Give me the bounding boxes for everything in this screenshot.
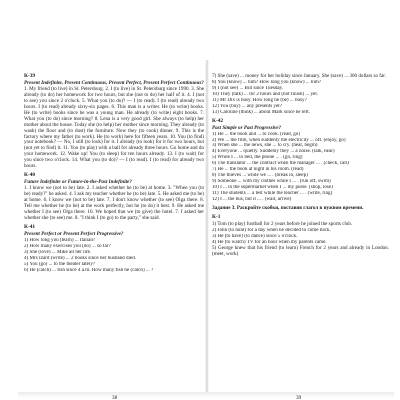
exercise-line: 2) How many exercises you (do) ... so far?	[24, 243, 111, 249]
exercise-text-k39: 1. My friend (to live) in St. Petersburg. 2. I (to live) in St. Petersburg since 1990. 3. She already (to do) her homework for two hours, but she (not to do) her half of it. 4. I (not to see) you since 2 o'clock. 5. What you (to do)? — I (to read). I (to read) already two hours. I (to read) already sixty-six pages. 6. This man is a writer. He (to write) books. He (to write) books since he was a young man. He already (to write) eight books. 7. What you (to do) since morning? 8. Lena is a very good girl. She always (to help) her mother about the house. Today she (to help) her mother since morning. They already (to wash) the floor and (to dust) the furniture. Now they (to cook) dinner. 9. This is the factory where my father (to work). He (to work) here for fifteen years. 10. You (to find) your notebook? — No, I still (to look) for it. I already (to look) for it for two hours, but (not yet to find) it. 11. You (to play) with a ball for already three hours. Go home and do your homework. 12. Wake up! You (to sleep) for ten hours already. 13. I (to wait) for you since two o'clock. 14. What you (to do)? — I (to read). I (to read) for already two hours.	[24, 85, 204, 170]
page-number-right: 39	[296, 395, 302, 400]
exercise-subtitle-k39: Present Indefinite, Present Continuous, Present Perfect, Present Perfect Continuous?	[24, 79, 204, 86]
exercise-line: 6) The translator ... the contract when the manager ... . (check, call)	[212, 161, 349, 167]
exercise-line: 8) You (know) ... him? How long you (know) ... him?	[212, 79, 322, 85]
exercise-title-k41: К-41	[24, 223, 36, 230]
exercise-line: 3) She (love) ... Mike all her life.	[24, 249, 92, 255]
exercise-line: 1) Tom (to play) football for 2 years before he joined the sports club.	[212, 220, 353, 227]
exercise-line: 12) You (buy) ... any presents yet?	[212, 103, 282, 109]
exercise-line: 3) He (to have) (to dance) since 5 o'clock.	[212, 233, 298, 239]
page-shadow	[18, 392, 394, 398]
exercise-title-k1: К-1	[212, 213, 221, 220]
book-gutter	[205, 60, 209, 395]
exercise-line: 9) I (not see) ... Bill since Tuesday.	[212, 85, 284, 91]
task-instruction: Раскройте скобки, поставив глагол в нужном времени.	[236, 205, 364, 212]
exercise-line: 10) They (talk) ... for 2 hours and (not finish) ... yet.	[212, 91, 319, 97]
exercise-line: 7) She (save) ... money for her holiday since January. She (save) ... 300 dollars so far.	[212, 73, 386, 79]
exercise-line: 3) When she ... the news, she ... to cry. (hear, begin)	[212, 143, 318, 149]
exercise-line: 11) The students ... a test while the teacher ... . (write, ring)	[212, 191, 333, 197]
exercise-title-k40: К-40	[24, 172, 36, 179]
task-heading	[212, 206, 389, 212]
exercise-line: 5) You (go) ... to the theater lately?	[24, 261, 96, 267]
exercise-line: 7) He ... the book at night in his room. (read)	[212, 167, 304, 173]
exercise-line: 5) George knew that his friend (to learn) French for 2 years and already in London. (meet, work)	[212, 244, 389, 257]
exercise-line: 4) Mrs Izard (write) ... 2 books since her husband died.	[24, 255, 137, 261]
exercise-line: 9) Someone ... with my clothes while I ... . (run off, swim)	[212, 179, 331, 185]
exercise-line: 11) Mr Dix is busy. How long he (be) ... busy?	[212, 97, 307, 103]
exercise-line: 6) He (catch) ... fish since 4 a.m. How many fish he (catch) ... ?	[24, 267, 154, 273]
exercise-title-k42: К-42	[212, 117, 224, 124]
page-number-left: 38	[112, 395, 118, 400]
task-label: Задание 3.	[212, 205, 236, 212]
exercise-subtitle-k42: Past Simple or Past Progressive?	[212, 124, 282, 131]
right-page	[212, 73, 389, 400]
exercise-subtitle-k40: Future Indefinite or Future-in-the-Past Indefinite?	[24, 179, 132, 186]
exercise-text-k40: 1. I know we (not to be) late. 2. I asked whether he (to be) at home. 3. "When you (to be) ready?" he asked. 4. I ask my teacher whether he (to be) late. 5. He asked me (to be) at home. 6. I know we (not to be) late. 7. I don't know whether (to see) Olga there. 8. Tell me whether he (to be) at the work perfectly, but he (to do) it best. 9. He asked me whether I (to see) Olga there. 10. We hoped that we (to give) the hotel. 7. I asked her whether she (to see) me. 8. "I think I (to go) to the party," she said.	[24, 185, 204, 221]
exercise-line: 8) The thieves ... while we ... . (break in, sleep)	[212, 173, 308, 179]
exercise-line: 12) I ... the bus, but it ... . (wait, arrive)	[212, 197, 292, 203]
exercise-line: 1) He ... the book and ... to cook. (read, go)	[212, 131, 300, 137]
left-page	[24, 73, 204, 400]
exercise-line: 2) We ... the film, when suddenly the electricity ... off. (enjoy, go)	[212, 137, 346, 143]
exercise-line: 2) John (to hunt) for a day when he decided to come back.	[212, 227, 331, 233]
exercise-subtitle-k41: Present Perfect or Present Perfect Progressive?	[24, 230, 124, 237]
exercise-line: 10) I ... in the supermarket when I ... my purse. (shop, lose)	[212, 185, 333, 191]
exercise-line: 5) While I ... to bed, the phone ... . (go, ring)	[212, 155, 303, 161]
exercise-line: 4) Everyone ... quietly. Suddenly they ... a noise. (talk, hear)	[212, 149, 335, 155]
exercise-line: 4) He (to watch) TV for an hour when my parents came.	[212, 239, 327, 245]
exercise-line: 1) How long you (learn) ... Italian?	[24, 237, 96, 243]
exercise-line: 13) Caroline (think) ... about Mark since he left.	[212, 109, 310, 115]
exercise-title-k39: К-39	[24, 73, 36, 79]
